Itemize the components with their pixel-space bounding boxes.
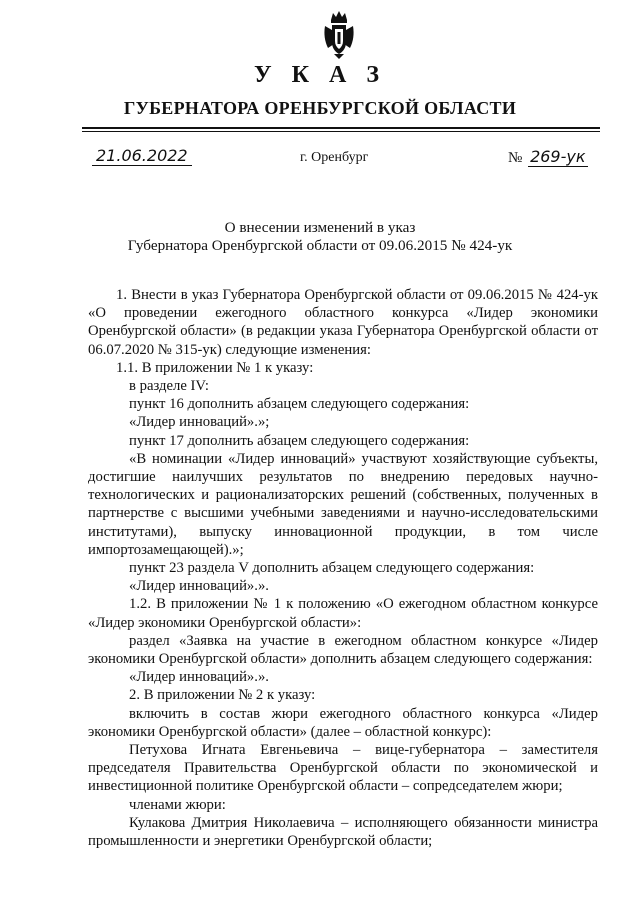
- document-type-title: У К А З: [253, 62, 386, 88]
- header-divider-thin: [82, 131, 600, 132]
- body-paragraph: 1.1. В приложении № 1 к указу:: [116, 359, 314, 376]
- decree-number-block: [508, 147, 588, 167]
- body-paragraph: пункт 17 дополнить абзацем следующего содержания:: [129, 432, 470, 449]
- body-paragraph: 1. Внести в указ Губернатора Оренбургской области от 09.06.2015 № 424-ук «О проведении ежегодного областного конкурса «Лидер экономики Оренбургской области» (в редакции указа Губернатора Оренбургской области от 06.07.2020 № 315-ук) следующие изменения:: [88, 287, 598, 358]
- subject-line-2: Губернатора Оренбургской области от 09.06.2015 № 424-ук: [127, 236, 513, 254]
- decree-body: [88, 286, 598, 850]
- header-divider: [82, 127, 600, 129]
- coat-of-arms-icon: [322, 10, 356, 60]
- body-paragraph: 1.2. В приложении № 1 к положению «О ежегодном областном конкурсе «Лидер экономики Оренбургской области»:: [88, 596, 598, 631]
- subject-line-1: О внесении изменений в указ: [224, 219, 416, 236]
- body-paragraph: «Лидер инноваций».».: [129, 578, 269, 595]
- body-paragraph: «В номинации «Лидер инноваций» участвуют хозяйствующие субъекты, достигшие наилучших результатов по внедрению передовых научно-технологических и рационализаторских решений (собственных, полученных в партнерстве с высшими учебными заведениями и научно-исследовательскими институтами), выпуску инновационной продукции, в том числе импортозамещающей).»;: [88, 450, 598, 558]
- decree-date: 21.06.2022: [92, 146, 192, 166]
- body-paragraph: в разделе IV:: [129, 378, 210, 395]
- body-paragraph: Петухова Игната Евгеньевича – вице-губернатора – заместителя председателя Правительства Оренбургской области по экономической и инвестиционной политике Оренбургской области – сопредседателем жюри;: [88, 742, 598, 795]
- body-paragraph: 2. В приложении № 2 к указу:: [129, 687, 316, 704]
- number-prefix: №: [508, 150, 523, 166]
- body-paragraph: включить в состав жюри ежегодного областного конкурса «Лидер экономики Оренбургской области» (далее – областной конкурс):: [88, 705, 598, 740]
- decree-subject: [0, 219, 640, 254]
- issuer-title: ГУБЕРНАТОРА ОРЕНБУРГСКОЙ ОБЛАСТИ: [123, 98, 517, 118]
- body-paragraph: раздел «Заявка на участие в ежегодном областном конкурсе «Лидер экономики Оренбургской области» дополнить абзацем следующего содержания:: [88, 632, 598, 668]
- body-paragraph: пункт 16 дополнить абзацем следующего содержания:: [129, 396, 470, 413]
- body-paragraph: Кулакова Дмитрия Николаевича – исполняющего обязанности министра промышленности и энергетики Оренбургской области;: [88, 814, 598, 850]
- body-paragraph: пункт 23 раздела V дополнить абзацем следующего содержания:: [129, 560, 535, 577]
- decree-city: г. Оренбург: [300, 150, 369, 165]
- decree-number: 269-ук: [530, 147, 586, 166]
- body-paragraph: «Лидер инноваций».».: [129, 669, 269, 686]
- body-paragraph: «Лидер инноваций».»;: [129, 414, 270, 431]
- body-paragraph: членами жюри:: [129, 796, 226, 813]
